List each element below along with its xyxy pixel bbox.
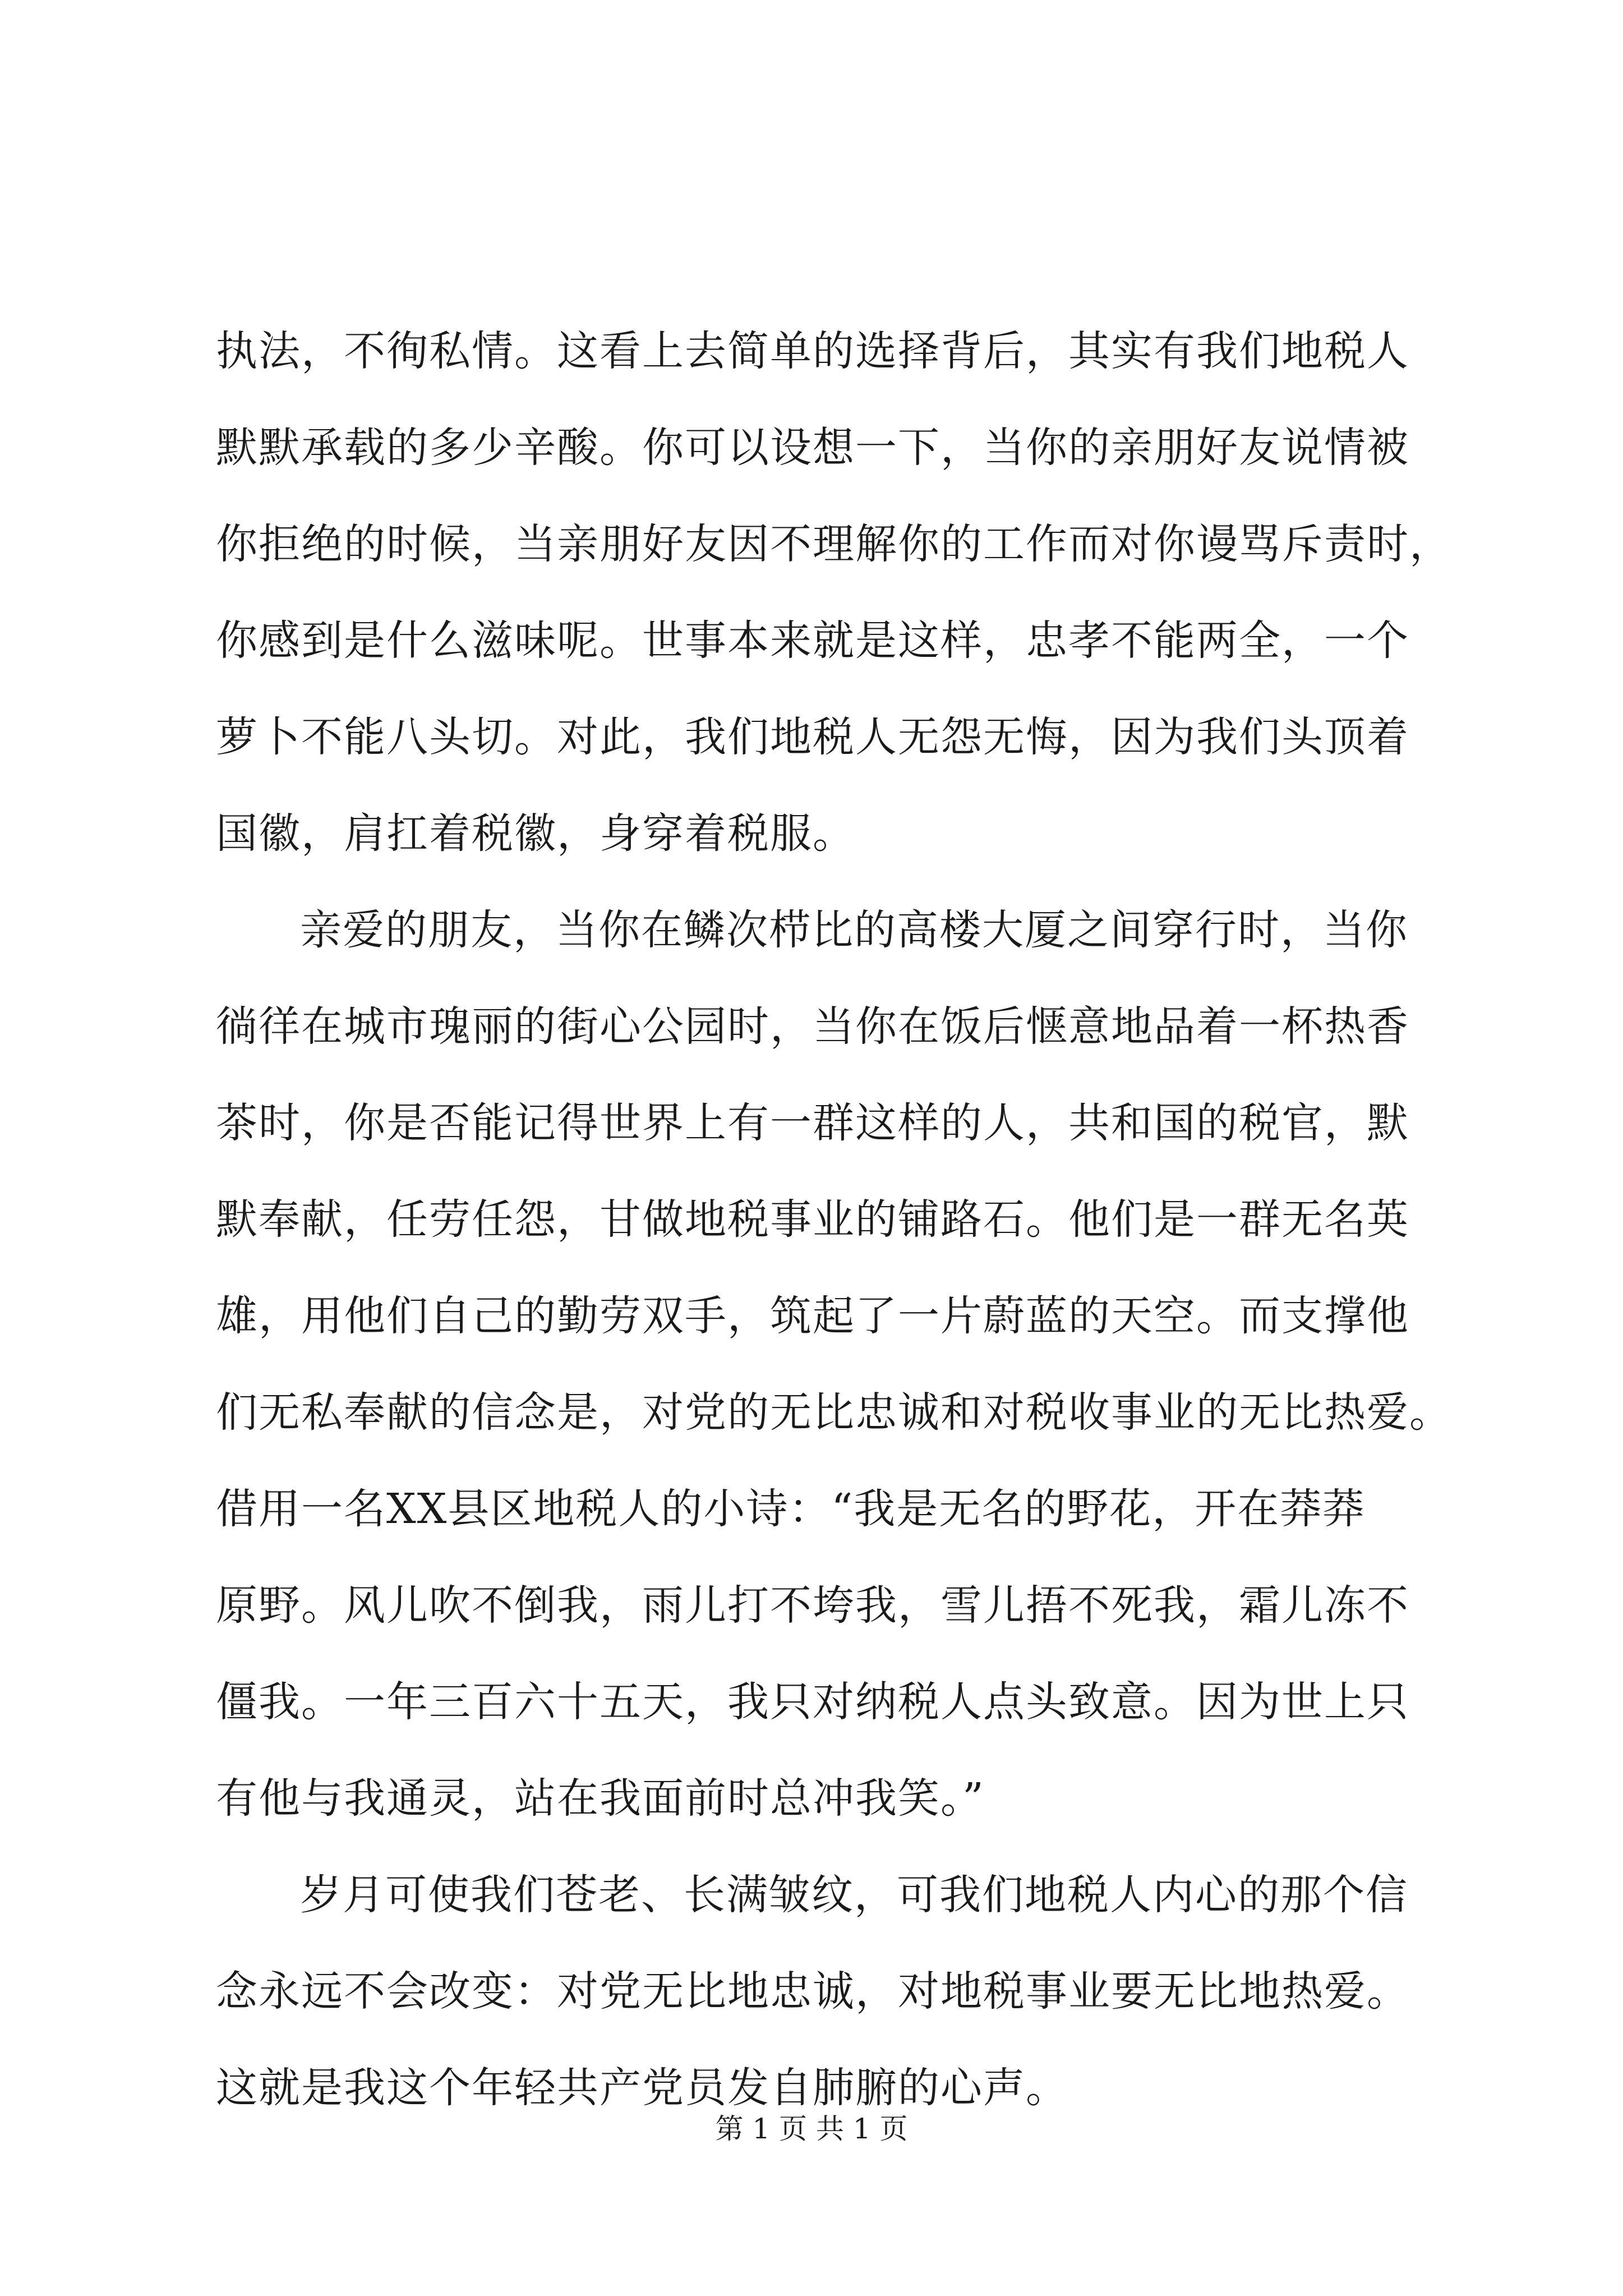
- text-line: 默默承载的多少辛酸。你可以设想一下，当你的亲朋好友说情被: [216, 424, 1409, 472]
- text-line: 念永远不会改变：对党无比地忠诚，对地税事业要无比地热爱。: [216, 1967, 1409, 2016]
- text-line: 们无私奉献的信念是，对党的无比忠诚和对税收事业的无比热爱。: [216, 1388, 1452, 1437]
- paragraph-start-line: 岁月可使我们苍老、长满皱纹，可我们地税人内心的那个信: [300, 1871, 1408, 1919]
- text-line: 徜徉在城市瑰丽的街心公园时，当你在饭后惬意地品着一杯热香: [216, 1002, 1409, 1051]
- text-line: 雄，用他们自己的勤劳双手，筑起了一片蔚蓝的天空。而支撑他: [216, 1292, 1409, 1340]
- text-line: 默奉献，任劳任怨，甘做地税事业的铺路石。他们是一群无名英: [216, 1195, 1409, 1244]
- paragraph-start-line: 亲爱的朋友，当你在鳞次栉比的高楼大厦之间穿行时，当你: [300, 906, 1408, 954]
- text-line: 这就是我这个年轻共产党员发自肺腑的心声。: [216, 2064, 1068, 2112]
- text-line: 借用一名XX县区地税人的小诗：“我是无名的野花，开在莽莽: [216, 1485, 1366, 1533]
- document-body: [216, 303, 1483, 2136]
- page-number-footer: 第 1 页 共 1 页: [715, 2113, 908, 2145]
- text-line: 原野。风儿吹不倒我，雨儿打不垮我，雪儿捂不死我，霜儿冻不: [216, 1581, 1409, 1630]
- text-line: 有他与我通灵，站在我面前时总冲我笑。”: [216, 1774, 985, 1823]
- text-line: 你感到是什么滋味呢。世事本来就是这样，忠孝不能两全，一个: [216, 616, 1409, 665]
- text-line: 你拒绝的时候，当亲朋好友因不理解你的工作而对你谩骂斥责时，: [216, 520, 1452, 568]
- text-line: 萝卜不能八头切。对此，我们地税人无怨无悔，因为我们头顶着: [216, 713, 1409, 761]
- text-line: 茶时，你是否能记得世界上有一群这样的人，共和国的税官，默: [216, 1099, 1409, 1147]
- text-line: 执法，不徇私情。这看上去简单的选择背后，其实有我们地税人: [216, 327, 1409, 375]
- text-line: 国徽，肩扛着税徽，身穿着税服。: [216, 809, 855, 858]
- text-line: 僵我。一年三百六十五天，我只对纳税人点头致意。因为世上只: [216, 1678, 1409, 1726]
